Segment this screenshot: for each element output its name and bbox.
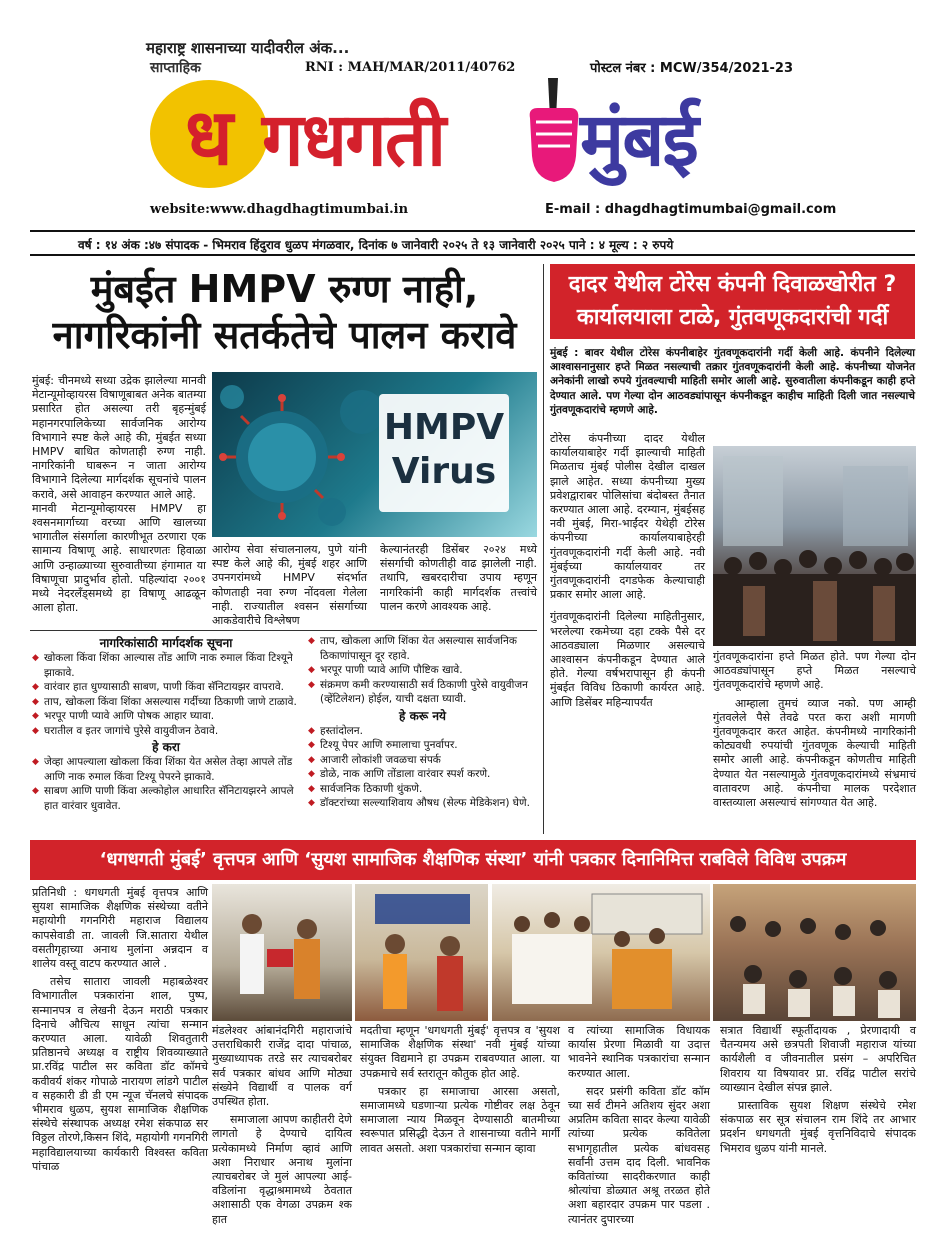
guideline-item: ◆ साबण आणि पाणी किंवा अल्कोहोल आधारित सॅनिटायझरने आपले हात वारंवार धुवावेत.: [32, 784, 300, 813]
email-link[interactable]: E-mail : dhagdhagtimumbai@gmail.com: [545, 202, 837, 217]
guideline-item: ◆ टिश्यू पेपर आणि रुमालाचा पुनर्वापर.: [308, 738, 537, 753]
story3-column4: [568, 1024, 710, 1227]
dont-list: [308, 724, 537, 811]
do-title: हे करा: [152, 740, 180, 754]
logo-text-dhagdhagti: गधगती: [262, 97, 445, 183]
crowd-photo: [713, 446, 916, 646]
guidelines-list-left: [32, 651, 300, 738]
story1-col1-para2: मानवी मेटान्यूमोव्हायरस HMPV हा श्वसनमार्गाच्या वरच्या आणि खालच्या भागातील संसर्गाला कारणीभूत ठरणारा एक सामान्य विषाणू आहे. साधारणतः हिवाळा आणि उन्हाळ्याच्या सुरुवातीच्या हंगामात या विषाणूचा प्रादुर्भाव होतो. पहिल्यांदा २००१ मध्ये नेदरलँड्समध्ये हा विषाणू आढळून आला होता.: [32, 501, 206, 615]
event-photo-1: [212, 884, 352, 1021]
story2-lead: मुंबई : बावर येथील टोरेस कंपनीबाहेर गुंतवणूकदारांनी गर्दी केली आहे. कंपनीने दिलेल्या आश्वासनानुसार हप्ते मिळत नसल्याची तक्रार गुंतवणूकदारांनी केली आहे. कंपनीच्या योजनेत अनेकांनी लाखो रुपये गुंतवल्याची माहिती समोर आली आहे. सुरुवातीला कंपनीकडून काही हप्ते देण्यात आले. पण गेल्या दोन आठवड्यांपासून कंपनीकडून काहीच माहिती दिली जात नसल्याचे गुंतवणूकदारांचे म्हणणे आहे.: [550, 347, 915, 416]
guidelines-list-right: [308, 634, 537, 707]
story2-headline: [550, 264, 915, 339]
hmpv-label-text: HMPV: [383, 407, 505, 448]
dont-title: हे करू नये: [399, 708, 446, 723]
guideline-item: ◆ भरपूर पाणी प्यावे आणि पोषक आहार घ्यावा.: [32, 709, 300, 724]
column-divider: [543, 264, 544, 834]
postal-number: पोस्टल नंबर : MCW/354/2021-23: [590, 61, 794, 76]
story3-col1-para2: तसेच सातारा जावली महाबळेश्वर विभागातील पत्रकारांना शाल, पुष्प, सन्मानपत्र व लेखनी देऊन मराठी पत्रकार दिनाचे औचित्य साधून त्यांचा सन्मान करण्यात आला. यावेळी शिवतुतारी प्रतिष्ठानचे अध्यक्ष व राष्ट्रीय शिवव्याख्याते प्रा.रविंद्र पाटील सर कविता डॉट कॉमचे कवीवर्य शंकर गोपाळे नारायण लांडगे पाटील व सहकारी डी डी एम न्यूज चॅनलचे संपादक भीमराव धुळप, सुयश सामाजिक शैक्षणिक संस्थेचे संस्थापक अध्यक्ष रमेश संकपाळ सर विठ्ठल तोरणे,किसन शिंदे, महायोगी गगनगिरी महाविद्यालयाच्या कार्यकारी विश्वस्त कविता पांचाळ: [32, 975, 208, 1173]
website-link[interactable]: website:www.dhagdhagtimumbai.in: [150, 202, 409, 217]
students-photo-icon: [713, 884, 916, 1021]
hmpv-label-box: [379, 394, 509, 512]
story1-column3: केल्यानंतरही डिसेंबर २०२४ मध्ये संसर्गाची कोणतीही वाढ झालेली नाही. तथापि, खबरदारीचा उपाय म्हणून नागरिकांनी काही मार्गदर्शक तत्त्वांचे पालन करणे आवश्यक आहे.: [380, 543, 537, 613]
story3-column3: [360, 1024, 560, 1156]
story2-col1-para2: गुंतवणूकदारांनी दिलेल्या माहितीनुसार, भरलेल्या रकमेच्या दहा टक्के पैसे दर आठवड्याला मिळणार असल्याचे आश्वासन कंपनीकडून देण्यात आले होते. गेल्या वर्षभरापासून ही कंपनी मुंबईत विविध ठिकाणी कार्यरत आहे. आणि डिसेंबर महिन्यापर्यंत: [550, 610, 705, 709]
issue-info-bar: वर्ष : १४ अंक :४७ संपादक - भिमराव हिंदुराव धुळप मंगळवार, दिनांक ७ जानेवारी २०२५ ते १३ जानेवारी २०२५ पाने : ४ मूल्य : २ रुपये: [30, 230, 915, 256]
story3-col3-para1: मदतीचा म्हणून 'धगधगती मुंबई' वृत्तपत्र व 'सुयश सामाजिक शैक्षणिक संस्था' नवी मुंबई यांच्या संयुक्त विद्यमाने हा उपक्रम राबवण्यात आला. या उपक्रमाचे सर्व स्तरातून कौतुक होत आहे.: [360, 1024, 560, 1080]
story3-col3-para2: पत्रकार हा समाजाचा आरसा असतो, समाजामध्ये घडणाऱ्या प्रत्येक गोष्टीवर लक्ष ठेवून समाजाला न्याय मिळवून देण्यासाठी बातमीच्या स्वरूपात प्रसिद्धी देऊन ते शासनाच्या वतीने मार्गी लावत असतो. अशा पत्रकारांचा सन्मान व्हावा: [360, 1084, 560, 1155]
rni-number: RNI : MAH/MAR/2011/40762: [305, 60, 516, 75]
story3-headline: ‘धगधगती मुंबई’ वृत्तपत्र आणि ‘सुयश सामाजिक शैक्षणिक संस्था’ यांनी पत्रकार दिनानिमित्त राबविले विविध उपक्रम: [30, 840, 916, 880]
guideline-item: ◆ वारंवार हात धुण्यासाठी साबण, पाणी किंवा सॅनिटायझर वापरावे.: [32, 680, 300, 695]
story3-col5-para1: सत्रात विद्यार्थी स्फूर्तीदायक , प्रेरणादायी व चैतन्यमय असे छत्रपती शिवाजी महाराज यांच्या कार्यशैली व जीवनातील प्रसंग – अपरिचित शिवराय या विषयावर प्रा. रविंद्र पाटील सरांचे व्याख्यान देखील संपन्न झाले.: [720, 1024, 916, 1094]
guideline-item: ◆ घरातील व इतर जागांचे पुरेसे वायुवीजन ठेवावे.: [32, 724, 300, 739]
story3-col4-para1: व त्यांच्या सामाजिक विधायक कार्यास प्रेरणा मिळावी या उदात्त भावनेने स्थानिक पत्रकारांचा सन्मान करण्यात आला.: [568, 1024, 710, 1080]
guideline-item: ◆ हस्तांदोलन.: [308, 724, 537, 739]
do-list: [32, 755, 300, 813]
logo-text-mumbai: मुंबई: [580, 97, 697, 183]
guideline-item: ◆ ताप, खोकला किंवा शिंका असल्यास गर्दीच्या ठिकाणी जाणे टाळावे.: [32, 695, 300, 710]
stage-photo-icon: [355, 884, 488, 1021]
story3-col2-para2: समाजाला आपण काहीतरी देणे लागतो हे देण्याचे दायित्व प्रत्येकामध्ये निर्माण व्हावं आणि अशा निराधार अनाथ मुलांना त्याचबरोबर जे मुलं आपल्या आई-वडिलांना वृद्धाश्रमामध्ये ठेवतात अशासाठी एक वेगळा उपक्रम श्क हात: [212, 1113, 352, 1226]
guideline-item: ◆ ताप, खोकला आणि शिंका येत असल्यास सार्वजनिक ठिकाणांपासून दूर रहावे.: [308, 634, 537, 663]
logo-letter-dh: ध: [150, 80, 268, 188]
guideline-item: ◆ सार्वजनिक ठिकाणी थुंकणे.: [308, 782, 537, 797]
crowd-illustration-icon: [713, 446, 916, 646]
guideline-item: ◆ डोळे, नाक आणि तोंडाला वारंवार स्पर्श करणे.: [308, 767, 537, 782]
story1-guidelines: [30, 630, 537, 631]
virus-label-text: Virus: [391, 451, 497, 492]
story2-col2-para2: आम्हाला तुमचं व्याज नको. पण आम्ही गुंतवलेले पैसे तेवढे परत करा अशी मागणी गुंतवणूकदार करत आहेत. कंपनीमध्ये नागरिकांनी कोट्यवधी रुपयांची गुंतवणूक केल्याची माहिती समोर आली आहे. कंपनीकडून कोणतीच माहिती देण्यात येत नसल्यामुळे गुंतवणूकदारांमध्ये संभ्रमाचं वातावरण आहे. कंपनीचा मालक परदेशात वास्तव्याला असल्याचं सांगण्यात येत आहे.: [713, 696, 916, 810]
story2-headline-line1: दादर येथील टोरेस कंपनी दिवाळखोरीत ?: [568, 272, 897, 297]
story1-column2: आरोग्य सेवा संचालनालय, पुणे यांनी स्पष्ट केले आहे की, मुंबई शहर आणि उपनगरांमध्ये HMPV संदर्भात कोणताही नवा रुग्ण नोंदवला गेलेला नाही. राज्यातील श्वसन संसर्गाच्या आकडेवारीचे विश्लेषण: [212, 543, 367, 628]
story3-column2: [212, 1024, 352, 1227]
story2-column1: [550, 432, 705, 710]
weekly-label: साप्ताहिक: [150, 60, 201, 76]
story1-headline-line2: नागरिकांनी सतर्कतेचे पालन करावे: [52, 313, 517, 357]
guideline-item: ◆ भरपूर पाणी प्यावे आणि पौष्टिक खावे.: [308, 663, 537, 678]
felicitation-photo-icon: [212, 884, 352, 1021]
guideline-item: ◆ डॉक्टरांच्या सल्ल्याशिवाय औषध (सेल्फ मेडिकेशन) घेणे.: [308, 796, 537, 811]
guideline-item: ◆ जेव्हा आपल्याला खोकला किंवा शिंका येत असेल तेव्हा आपले तोंड आणि नाक रुमाल किंवा टिश्यू पेपरने झाकावे.: [32, 755, 300, 784]
story3-col4-para2: सदर प्रसंगी कविता डॉट कॉम च्या सर्व टीमने अतिशय सुंदर अशा अप्रतिम कविता सादर केल्या यावेळी त्यांच्या प्रत्येक कवितेला सभागृहातील प्रत्येक बांधवसह सर्वांनी उत्तम दाद दिली. भावनिक कवितांच्या सादरीकरणात काही श्रोत्यांचा डोळ्यात अश्रू तरळत होते अशा बहारदार उपक्रम पार पडला . त्यानंतर दुपारच्या: [568, 1084, 710, 1226]
story1-headline-line1: मुंबईत HMPV रुग्ण नाही,: [90, 267, 479, 311]
story2-col1-para1: टोरेस कंपनीच्या दादर येथील कार्यालयाबाहेर गर्दी झाल्याची माहिती मिळताच मुंबई पोलीस देखील दाखल झाले आहेत. सध्या कंपनीच्या मुख्य प्रवेशद्वाराबर पोलिसांचा बंदोबस्त तैनात करण्यात आला आहे. दरम्यान, मुंबईसह नवी मुंबई, मिरा-भाईंदर येथेही टोरेस कंपनीच्या कार्यालयाबाहेरही गुंतवणूकदारांनी गर्दी केली आहे. नवी मुंबईच्या कार्यालयावर तर गुंतवणूकदारांनी दगडफेक केल्याचाही प्रकार समोर आला आहे.: [550, 432, 705, 602]
event-photo-4: [713, 884, 916, 1021]
guideline-item: ◆ संक्रमण कमी करण्यासाठी सर्व ठिकाणी पुरेसे वायुवीजन (व्हेंटिलेशन) होईल, याची दक्षता घ्यावी.: [308, 678, 537, 707]
story2-col2-para1: गुंतवणूकदारांना हप्ते मिळत होते. पण गेल्या दोन आठवड्यांपासून हप्ते मिळत नसल्याचे गुंतवणूकदारांचे म्हणणे आहे.: [713, 650, 916, 692]
story3-col2-para1: मंडलेश्वर आंबानंदगिरी महाराजांचे उत्तराधिकारी राजेंद्र दादा पांचाळ, मुख्याध्यापक तरडे सर त्याचबरोबर सर्व पत्रकार बांधव आणि मोठ्या संख्येने विद्यार्थी व पालक वर्ग उपस्थित होता.: [212, 1024, 352, 1109]
story3-col5-para2: प्रास्ताविक सुयश शिक्षण संस्थेचे रमेश संकपाळ सर सूत्र संचालन राम शिंदे तर आभार प्रदर्शन धगधगती मुंबई वृत्तनिविदाचे संपादक भिमराव धुळप यांनी मानले.: [720, 1099, 916, 1155]
guidelines-title: नागरिकांसाठी मार्गदर्शक सूचना: [99, 636, 233, 650]
story3-column5: [720, 1024, 916, 1156]
story1-col1-para1: मुंबई: चीनमध्ये सध्या उद्रेक झालेल्या मानवी मेटान्यूमोव्हायरस विषाणूबाबत अनेक बातम्या प्रसारित होत असल्या तरी बृहन्मुंबई महानगरपालिकेच्या सार्वजनिक आरोग्य विभागाने स्पष्ट केले आहे की, मुंबईत सध्या HMPV बाधित कोणताही रुग्ण नाही. नागरिकांनी घाबरून न जाता आरोग्य विभागाने दिलेल्या मार्गदर्शक सूचनांचे पालन करावे, असे आवाहन करण्यात आले आहे.: [32, 374, 206, 501]
event-photo-3: [492, 884, 710, 1021]
guidelines-right: [308, 634, 537, 811]
event-photo-2: [355, 884, 488, 1021]
guidelines-divider: [30, 630, 537, 631]
story3-col1-para1: प्रतिनिधी : धगधगती मुंबई वृत्तपत्र आणि सुयश सामाजिक शैक्षणिक संस्थेच्या वतीने महायोगी गगनगिरी महाराज विद्यालय कापसेवाडी ता. जावली जि.सातारा येथील वसतीगृहाच्या अनाथ मुलांना अन्नदान व शालेय वस्तू वाटप करण्यात आले .: [32, 886, 208, 971]
guideline-item: ◆ आजारी लोकांशी जवळचा संपर्क: [308, 753, 537, 768]
guideline-item: ◆ खोकला किंवा शिंका आल्यास तोंड आणि नाक रुमाल किंवा टिश्यूने झाकावे.: [32, 651, 300, 680]
newspaper-logo: [150, 78, 820, 188]
story1-column1: [32, 374, 206, 615]
story2-headline-line2: कार्यालयाला टाळे, गुंतवणूकदारांची गर्दी: [576, 305, 889, 330]
hmpv-virus-image: [212, 372, 537, 537]
story1-headline: [32, 266, 537, 358]
fist-pen-icon: [518, 78, 588, 186]
group-photo-icon: [492, 884, 710, 1021]
story3-column1: [32, 886, 208, 1174]
story2-column2: [713, 650, 916, 810]
masthead-tagline: महाराष्ट्र शासनाच्या यादीवरील अंक...: [146, 39, 350, 57]
guidelines-left: [32, 634, 300, 813]
